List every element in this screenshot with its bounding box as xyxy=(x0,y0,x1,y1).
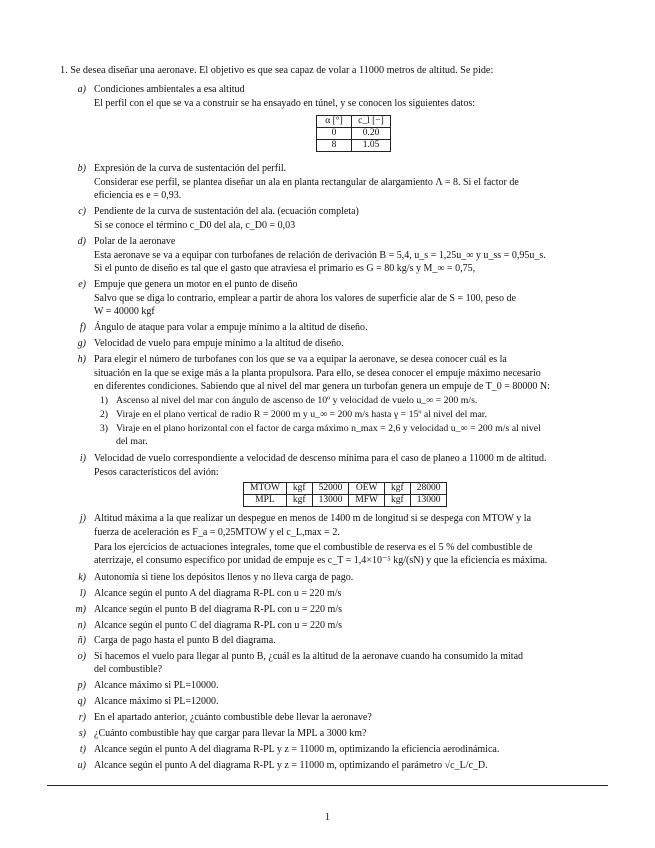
item-label-j: j) xyxy=(79,513,86,524)
table-cell: kgf xyxy=(286,495,312,507)
subitem-text: Viraje en el plano vertical de radio R = 2000 m y u_∞ = 200 m/s hasta γ = 15º al nivel del mar. xyxy=(116,409,487,420)
item-l-line1: Alcance según el punto A del diagrama R-PL con u = 220 m/s xyxy=(94,588,342,599)
item-j-line3: Para los ejercicios de actuaciones integrales, tome que el combustible de reserva es el 5 % del combustible de xyxy=(94,542,533,553)
item-o-line1: Si hacemos el vuelo para llegar al punto B, ¿cuál es la altitud de la aeronave cuando ha consumido la mitad xyxy=(94,651,524,662)
table-cell: 28000 xyxy=(410,483,447,495)
item-h-line2: situación en la que se exige más a la planta propulsora. Para ello, se desea conocer el empuje máximo necesario xyxy=(94,368,541,379)
item-a-line2: El perfil con el que se va a construir se ha ensayado en túnel, y se conocen los siguientes datos: xyxy=(94,98,475,109)
table-cell: 13000 xyxy=(410,495,447,507)
table-cell: 13000 xyxy=(312,495,349,507)
item-b-line3: eficiencia es e = 0,93. xyxy=(94,190,182,201)
table-cell: 1.05 xyxy=(352,140,391,152)
item-label-f: f) xyxy=(79,322,86,333)
item-o-line2: del combustible? xyxy=(94,664,163,675)
table-cell: 52000 xyxy=(312,483,349,495)
airfoil-header-cl: c_l [−] xyxy=(352,116,391,128)
item-d-line3: Si el punto de diseño es tal que el gasto que atraviesa el primario es G = 80 kg/s y M_∞ = 0,75, xyxy=(94,263,476,274)
problem-statement xyxy=(60,65,493,76)
item-q-line1: Alcance máximo si PL=12000. xyxy=(94,696,219,707)
item-c-line1: Pendiente de la curva de sustentación del ala. (ecuación completa) xyxy=(94,206,359,217)
item-n-line1: Alcance según el punto C del diagrama R-PL con u = 220 m/s xyxy=(94,620,342,631)
problem-intro: Se desea diseñar una aeronave. El objetivo es que sea capaz de volar a 11000 metros de altitud. Se pide: xyxy=(70,65,494,76)
item-label-r: r) xyxy=(78,712,86,723)
subitem-text: Ascenso al nivel del mar con ángulo de ascenso de 10º y velocidad de vuelo u_∞ = 200 m/s. xyxy=(116,395,478,406)
page-number: 1 xyxy=(325,812,330,823)
item-label-p: p) xyxy=(77,680,86,691)
item-label-m: m) xyxy=(75,604,86,615)
item-j-line4: aterrizaje, el consumo específico por unidad de empuje es c_T = 1,4×10⁻⁵ kg/(sN) y que la eficiencia es máxima. xyxy=(94,555,548,566)
item-label-o: o) xyxy=(77,651,86,662)
item-h-line1: Para elegir el número de turbofanes con los que se va a equipar la aeronave, se desea conocer cuál es la xyxy=(94,354,507,365)
item-label-u: u) xyxy=(77,760,86,771)
item-f-line1: Ángulo de ataque para volar a empuje mínimo a la altitud de diseño. xyxy=(94,322,368,333)
item-a-line1: Condiciones ambientales a esa altitud xyxy=(94,84,245,95)
item-label-k: k) xyxy=(78,572,86,583)
item-label-e: e) xyxy=(78,279,86,290)
item-i-line2: Pesos característicos del avión: xyxy=(94,467,219,478)
table-cell: 0.20 xyxy=(352,128,391,140)
item-k-line1: Autonomía si tiene los depósitos llenos y no lleva carga de pago. xyxy=(94,572,354,583)
subitem-number: 1) xyxy=(99,395,108,406)
table-cell: kgf xyxy=(286,483,312,495)
item-label-i: i) xyxy=(79,453,86,464)
item-m-line1: Alcance según el punto B del diagrama R-PL con u = 220 m/s xyxy=(94,604,342,615)
subitem-number: 3) xyxy=(99,423,108,434)
table-cell: MPL xyxy=(244,495,287,507)
item-d-line2: Esta aeronave se va a equipar con turbofanes de relación de derivación B = 5,4, u_s = 1,25u_∞ y u_ss = 0,95u_s. xyxy=(94,250,546,261)
table-cell: MFW xyxy=(349,495,385,507)
item-label-ñ: ñ) xyxy=(77,635,86,646)
item-u-line1: Alcance según el punto A del diagrama R-PL y z = 11000 m, optimizando el parámetro √c_L/c_D. xyxy=(94,760,488,771)
table-cell: kgf xyxy=(385,495,411,507)
item-j-line1: Altitud máxima a la que realizar un despegue en menos de 1400 m de longitud si se despega con MTOW y la xyxy=(94,513,532,524)
item-label-a: a) xyxy=(77,84,86,95)
weights-table xyxy=(243,482,447,507)
item-ñ-line1: Carga de pago hasta el punto B del diagrama. xyxy=(94,635,276,646)
item-e-line1: Empuje que genera un motor en el punto de diseño xyxy=(94,279,298,290)
subitem-text-cont: del mar. xyxy=(116,436,148,447)
table-cell: 8 xyxy=(317,140,352,152)
item-j-line2: fuerza de aceleración es F_a = 0,25MTOW y el c_L,max = 2. xyxy=(94,527,340,538)
item-label-c: c) xyxy=(78,206,86,217)
item-label-t: t) xyxy=(79,744,86,755)
item-label-b: b) xyxy=(77,163,86,174)
item-label-d: d) xyxy=(77,236,86,247)
table-cell: OEW xyxy=(349,483,385,495)
item-label-s: s) xyxy=(78,728,86,739)
item-g-line1: Velocidad de vuelo para empuje mínimo a la altitud de diseño. xyxy=(94,338,344,349)
airfoil-header-alpha: α [°] xyxy=(317,116,352,128)
item-h-line3: en diferentes condiciones. Sabiendo que al nivel del mar genera un turbofan genera un empuje de T_0 = 80000 N: xyxy=(94,381,550,392)
item-label-n: n) xyxy=(77,620,86,631)
item-t-line1: Alcance según el punto A del diagrama R-PL y z = 11000 m, optimizando la eficiencia aerodinámica. xyxy=(94,744,500,755)
item-s-line1: ¿Cuánto combustible hay que cargar para llevar la MPL a 3000 km? xyxy=(94,728,367,739)
item-d-line1: Polar de la aeronave xyxy=(94,236,176,247)
item-b-line2: Considerar ese perfil, se plantea diseñar un ala en planta rectangular de alargamiento Λ = 8. Si el factor de xyxy=(94,177,519,188)
table-cell: 0 xyxy=(317,128,352,140)
item-p-line1: Alcance máximo si PL=10000. xyxy=(94,680,219,691)
item-b-line1: Expresión de la curva de sustentación del perfil. xyxy=(94,163,287,174)
item-c-line2: Si se conoce el término c_D0 del ala, c_D0 = 0,03 xyxy=(94,220,296,231)
table-cell: kgf xyxy=(385,483,411,495)
item-label-g: g) xyxy=(77,338,86,349)
item-label-q: q) xyxy=(77,696,86,707)
subitem-number: 2) xyxy=(99,409,108,420)
item-label-l: l) xyxy=(79,588,86,599)
subitem-text: Viraje en el plano horizontal con el factor de carga máximo n_max = 2,6 y velocidad u_∞ = 200 m/s al nivel xyxy=(116,423,541,434)
item-e-line2: Salvo que se diga lo contrario, emplear a partir de ahora los valores de superficie alar de S = 100, peso de xyxy=(94,293,516,304)
footer-divider xyxy=(47,785,608,786)
item-r-line1: En el apartado anterior, ¿cuánto combustible debe llevar la aeronave? xyxy=(94,712,372,723)
table-cell: MTOW xyxy=(244,483,287,495)
item-e-line3: W = 40000 kgf xyxy=(94,306,155,317)
item-label-h: h) xyxy=(77,354,86,365)
problem-number: 1. xyxy=(60,65,68,76)
airfoil-data-table xyxy=(316,115,391,152)
item-i-line1: Velocidad de vuelo correspondiente a velocidad de descenso mínima para el caso de planeo a 11000 m de altitud. xyxy=(94,453,547,464)
